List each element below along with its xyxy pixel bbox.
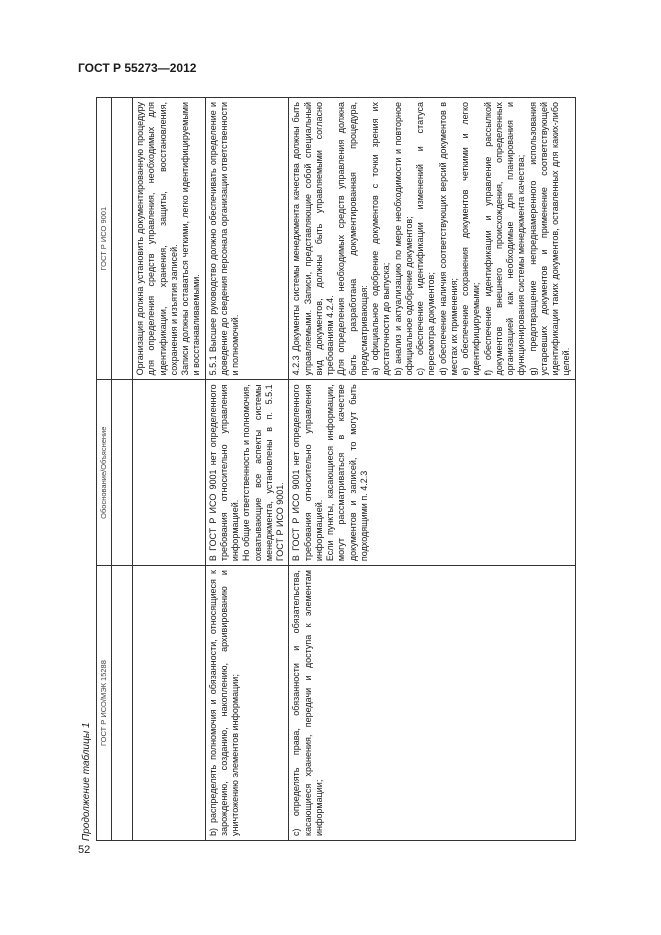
cell-paragraph: Если пункты, касающиеся информации, могут рассматриваться в качестве документов и записей, то могут быть подходящими п. 4.2.3: [325, 384, 369, 562]
table-spacer-row: [112, 98, 133, 841]
document-header: ГОСТ Р 55273—2012: [78, 61, 197, 75]
comparison-table: [96, 97, 576, 841]
cell-paragraph: e) обеспечение сохранения документов четкими и легко идентифицируемыми;: [460, 102, 482, 376]
cell-paragraph: d) обеспечение наличия соответствующих версий документов в местах их применения;: [437, 102, 459, 376]
table-cell: [205, 380, 289, 566]
page-number: 52: [78, 844, 91, 856]
cell-paragraph: Для определения необходимых средств управления должна быть разработана документированная процедура, предусматривающая:: [336, 102, 369, 376]
table-cell: [205, 566, 289, 841]
table-continuation-label: Продолжение таблицы 1: [81, 722, 92, 841]
cell-paragraph: 5.5.1 Высшее руководство должно обеспечивать определение и доведение до сведения персонала организации ответственности и полномочий.: [207, 102, 240, 376]
cell-paragraph: c) обеспечение идентификации изменений и статуса пересмотра документов;: [415, 102, 437, 376]
cell-paragraph: 4.2.3 Документы системы менеджмента качества должны быть управляемыми. Записи, представляющие собой специальный вид документов, должны быть управляемыми согласно требованиям 4.2.4.: [291, 102, 335, 376]
table-row: [205, 98, 289, 841]
cell-paragraph: Записи должны оставаться четкими, легко идентифицируемыми и восстанавливаемыми.: [180, 102, 202, 376]
rotated-table-area: [81, 87, 579, 847]
table-cell: [289, 566, 575, 841]
cell-paragraph: В ГОСТ Р ИСО 9001 нет определенного требования относительно управления информацией.: [207, 384, 240, 562]
cell-paragraph: b) распределять полномочия и обязанности, относящиеся к зарождению, созданию, накоплению, архивированию и уничтожению элементов информации;: [207, 570, 240, 836]
column-header: Обоснование/Объяснение: [97, 380, 112, 566]
cell-paragraph: b) анализ и актуализацию по мере необходимости и повторное официальное одобрение документов;: [392, 102, 414, 376]
cell-paragraph: В ГОСТ Р ИСО 9001 нет определенного требования относительно управления информацией.: [291, 384, 324, 562]
table-cell: [289, 98, 575, 380]
cell-paragraph: g) предотвращение непреднамеренного использования устаревших документов и применение соответствующей идентификации таких документов, оставленных для каких-либо целей.: [527, 102, 572, 376]
table-header-row: [97, 98, 112, 841]
cell-paragraph: Но общие ответственность и полномочия, охватывающие все аспекты системы менеджмента, установлены в п. 5.5.1 ГОСТ Р ИСО 9001.: [241, 384, 285, 562]
cell-paragraph: c) определять права, обязанности и обязательства, касающиеся хранения, передачи и доступа к элементам информации;: [291, 570, 324, 836]
column-header: ГОСТ Р ИСО 9001: [97, 98, 112, 380]
table-cell: [133, 98, 206, 380]
table-cell: [289, 380, 575, 566]
table-cell: [205, 98, 289, 380]
cell-paragraph: Организация должна установить документированную процедуру для определения средств управления, необходимых для идентификации, хранения, защиты, восстановления, сохранения и изъятия записей.: [135, 102, 179, 376]
column-header: ГОСТ Р ИСО/МЭК 15288: [97, 566, 112, 841]
table-row: [133, 98, 206, 841]
cell-paragraph: f) обеспечение идентификации и управление рассылкой документов внешнего происхождения, определенных организацией как необходимые для планирования и функционирования системы менеджмента качества;: [482, 102, 527, 376]
cell-paragraph: a) официальное одобрение документов с точки зрения их достаточности до выпуска;: [370, 102, 392, 376]
table-cell: [133, 380, 206, 566]
table-cell: [133, 566, 206, 841]
table-row: [289, 98, 575, 841]
